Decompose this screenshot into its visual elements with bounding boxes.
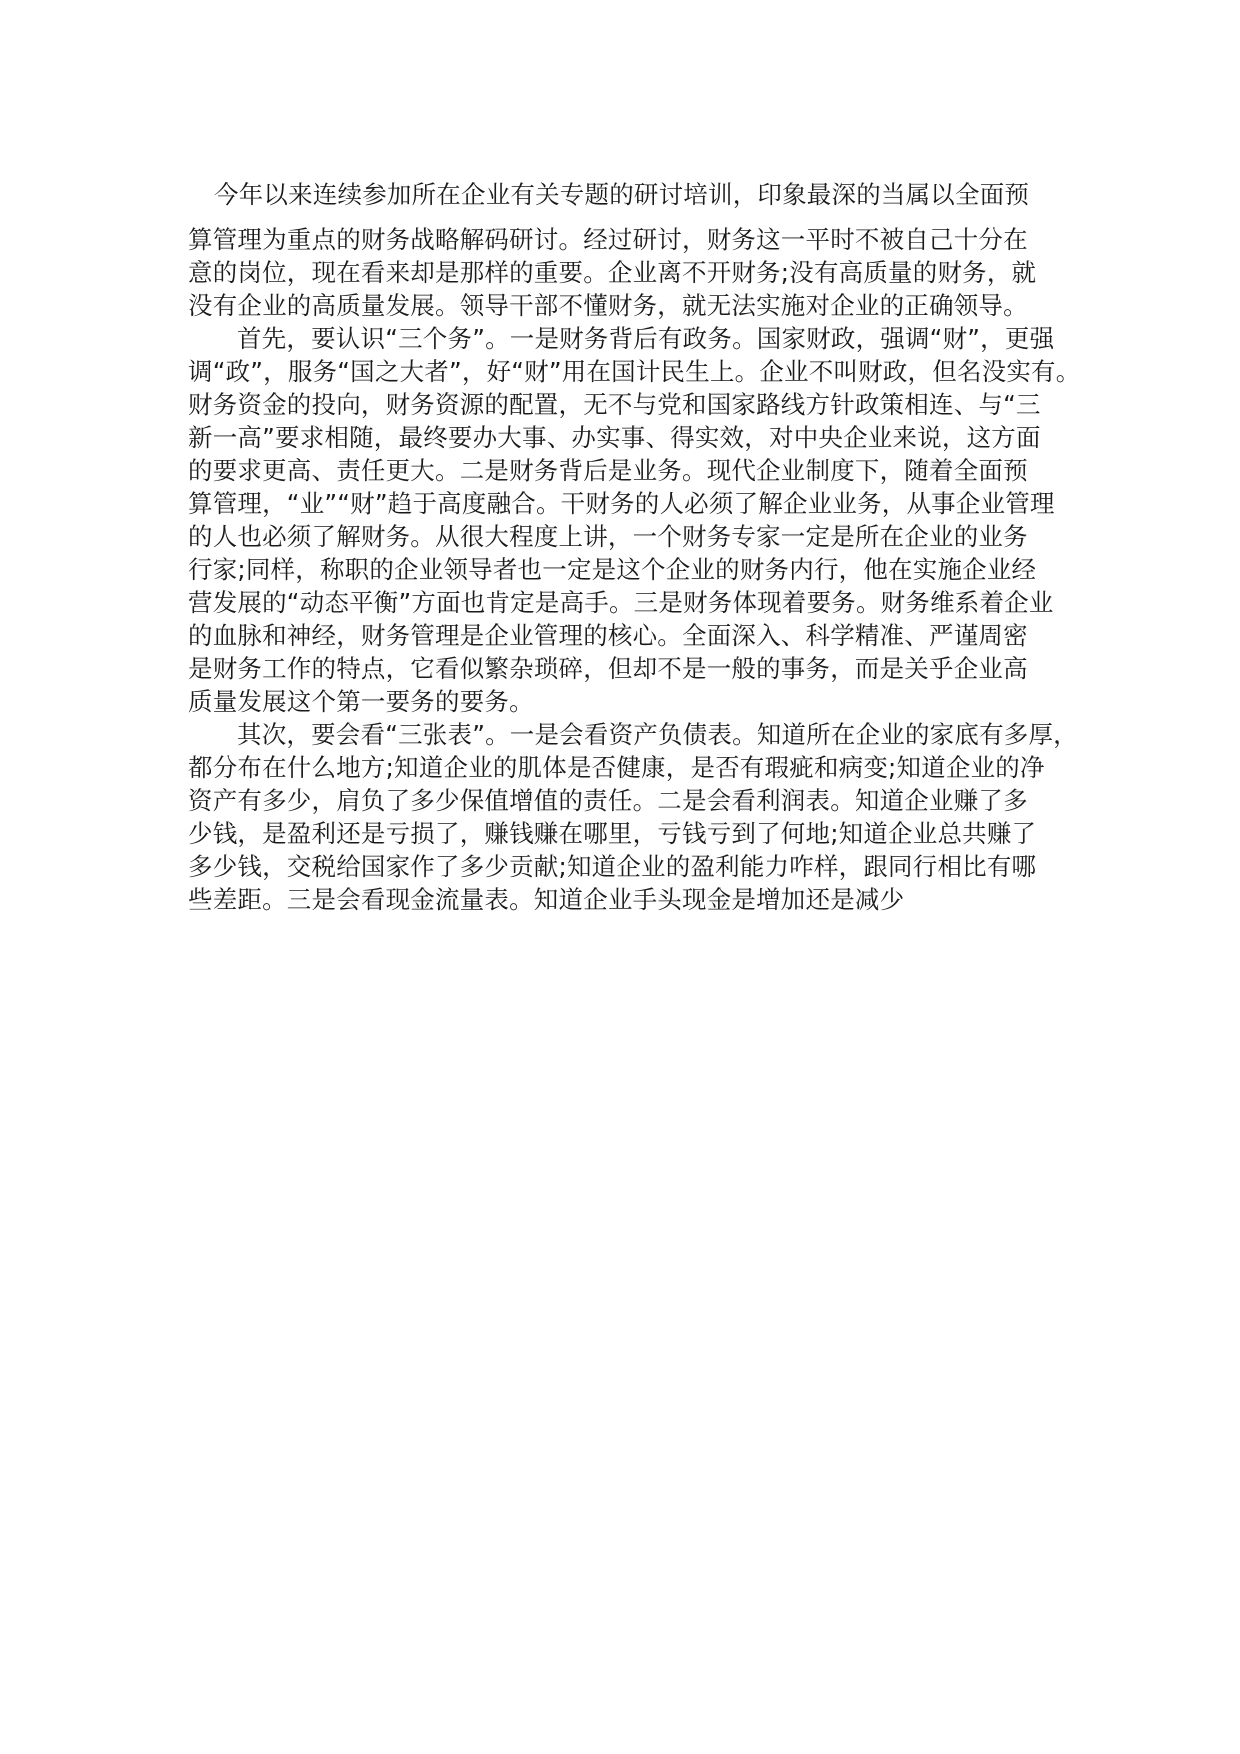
text-line: 质量发展这个第一要务的要务。 [188, 687, 534, 716]
text-line: 多少钱，交税给国家作了多少贡献;知道企业的盈利能力咋样，跟同行相比有哪 [188, 852, 1037, 881]
text-line: 都分布在什么地方;知道企业的肌体是否健康，是否有瑕疵和病变;知道企业的净 [188, 753, 1045, 782]
text-line: 调“政”，服务“国之大者”，好“财”用在国计民生上。企业不叫财政，但名没实有。 [188, 357, 1081, 386]
text-line: 是财务工作的特点，它看似繁杂琐碎，但却不是一般的事务，而是关乎企业高 [188, 654, 1028, 683]
text-line: 新一高”要求相随，最终要办大事、办实事、得实效，对中央企业来说，这方面 [188, 423, 1041, 452]
text-line: 些差距。三是会看现金流量表。知道企业手头现金是增加还是减少 [188, 885, 905, 914]
text-line: 算管理为重点的财务战略解码研讨。经过研讨，财务这一平时不被自己十分在 [188, 225, 1028, 254]
text-line: 意的岗位，现在看来却是那样的重要。企业离不开财务;没有高质量的财务，就 [188, 258, 1037, 287]
text-line: 的要求更高、责任更大。二是财务背后是业务。现代企业制度下，随着全面预 [188, 456, 1028, 485]
text-line: 资产有多少，肩负了多少保值增值的责任。二是会看利润表。知道企业赚了多 [188, 786, 1028, 815]
body-text [188, 178, 1081, 916]
text-line: 算管理，“业”“财”趋于高度融合。干财务的人必须了解企业业务，从事企业管理 [188, 489, 1055, 518]
text-line: 营发展的“动态平衡”方面也肯定是高手。三是财务体现着要务。财务维系着企业 [188, 588, 1054, 617]
text-line: 的人也必须了解财务。从很大程度上讲，一个财务专家一定是所在企业的业务 [188, 522, 1028, 551]
paragraph-start-line: 其次，要会看“三张表”。一是会看资产负债表。知道所在企业的家底有多厚， [237, 720, 1078, 749]
text-line: 行家;同样，称职的企业领导者也一定是这个企业的财务内行，他在实施企业经 [188, 555, 1037, 584]
text-line: 今年以来连续参加所在企业有关专题的研讨培训，印象最深的当属以全面预 [214, 180, 1030, 209]
text-line: 少钱，是盈利还是亏损了，赚钱赚在哪里，亏钱亏到了何地;知道企业总共赚了 [188, 819, 1037, 848]
paragraph-start-line: 首先，要认识“三个务”。一是财务背后有政务。国家财政，强调“财”，更强 [237, 324, 1055, 353]
text-line: 的血脉和神经，财务管理是企业管理的核心。全面深入、科学精准、严谨周密 [188, 621, 1028, 650]
text-line: 没有企业的高质量发展。领导干部不懂财务，就无法实施对企业的正确领导。 [188, 291, 1028, 320]
text-line: 财务资金的投向，财务资源的配置，无不与党和国家路线方针政策相连、与“三 [188, 390, 1041, 419]
